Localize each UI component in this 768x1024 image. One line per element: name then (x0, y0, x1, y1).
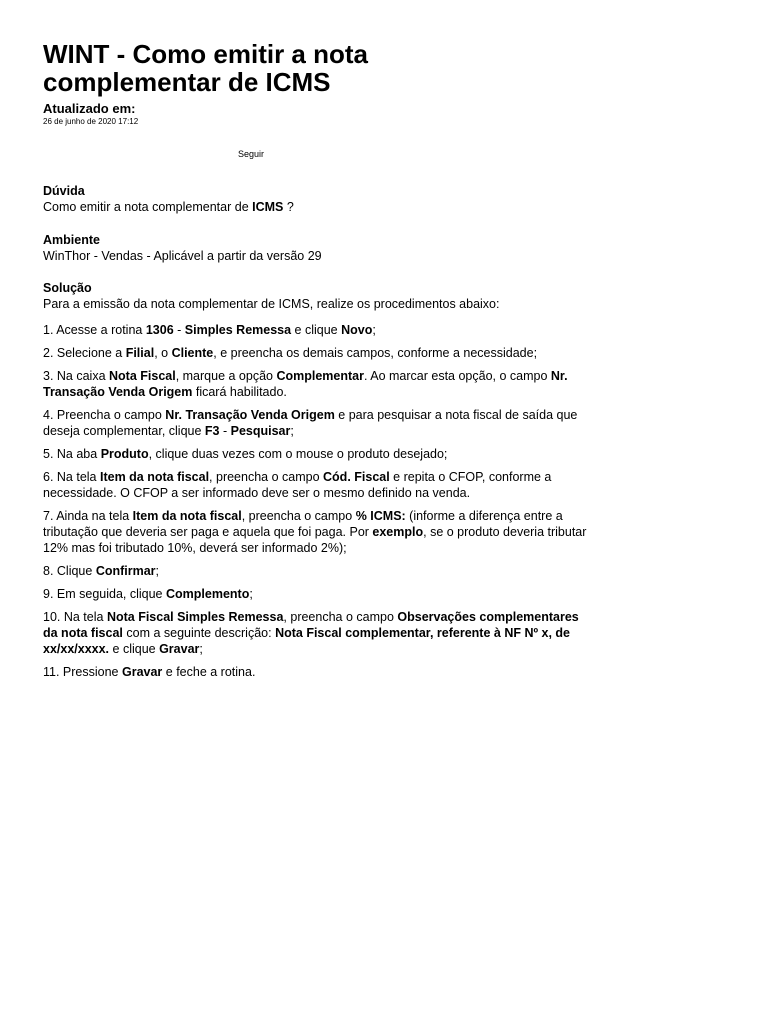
step-text: exemplo (372, 525, 424, 539)
article (43, 39, 593, 679)
step-text: % ICMS: (355, 509, 406, 523)
step-text: ; (290, 424, 294, 438)
step-item (43, 345, 593, 361)
step-text: - (219, 424, 231, 438)
step-text: Complemento (166, 587, 250, 601)
step-text: Cód. Fiscal (323, 470, 390, 484)
follow-button[interactable]: Seguir (238, 149, 265, 159)
step-text: , preencha o campo (283, 610, 398, 624)
step-text: Cliente (171, 346, 214, 360)
step-text: e para pesquisar a nota fiscal de saída que deseja complementar, clique (43, 408, 578, 438)
step-text: 4. Preencha o campo (43, 408, 166, 422)
solucao-intro: Para a emissão da nota complementar de ICMS, realize os procedimentos abaixo: (43, 297, 500, 311)
step-text: Item da nota fiscal (99, 470, 210, 484)
step-item (43, 508, 593, 556)
step-text: , preencha o campo (241, 509, 356, 523)
step-text: , e preencha os demais campos, conforme a necessidade; (213, 346, 538, 360)
step-text: Nr. Transação Venda Origem (43, 369, 568, 399)
step-text: 8. Clique (43, 564, 96, 578)
step-text: 9. Em seguida, clique (43, 587, 166, 601)
step-text: 10. Na tela (43, 610, 107, 624)
step-text: Nota Fiscal Simples Remessa (106, 610, 284, 624)
step-text: F3 (204, 424, 220, 438)
duvida-text-bold: ICMS (252, 200, 284, 214)
step-text: 3. Na caixa (43, 369, 110, 383)
step-text: e feche a rotina. (162, 665, 256, 679)
step-text: 7. Ainda na tela (43, 509, 133, 523)
step-text: Item da nota fiscal (132, 509, 242, 523)
step-text: e clique (109, 642, 160, 656)
section-ambiente (43, 232, 322, 264)
step-text: Simples Remessa (184, 323, 292, 337)
step-text: Pesquisar (230, 424, 291, 438)
step-text: Nota Fiscal complementar, referente à NF Nº x, de xx/xx/xxxx. (43, 626, 571, 656)
step-text: Filial (125, 346, 155, 360)
section-solucao (43, 280, 499, 312)
steps-list (43, 322, 593, 687)
updated-label: Atualizado em: (43, 101, 136, 116)
ambiente-text: WinThor - Vendas - Aplicável a partir da versão 29 (43, 249, 322, 263)
step-text: e clique (291, 323, 342, 337)
step-text: e repita o CFOP, conforme a necessidade. O CFOP a ser informado deve ser o mesmo definido na venda. (43, 470, 552, 500)
step-text: Confirmar (95, 564, 156, 578)
step-item (43, 322, 593, 338)
updated-date: 26 de junho de 2020 17:12 (43, 117, 139, 126)
step-item (43, 446, 593, 462)
step-text: 1. Acesse a rotina (43, 323, 146, 337)
step-item (43, 586, 593, 602)
duvida-text-prefix: Como emitir a nota complementar de (43, 200, 253, 214)
step-text: ficará habilitado. (192, 385, 287, 399)
step-item (43, 407, 593, 439)
step-text: . Ao marcar esta opção, o campo (364, 369, 551, 383)
step-item (43, 563, 593, 579)
step-text: Novo (341, 323, 373, 337)
step-item (43, 609, 593, 657)
section-heading-duvida: Dúvida (43, 184, 85, 198)
duvida-text (43, 199, 294, 215)
step-text: Gravar (121, 665, 163, 679)
step-text: Complementar (276, 369, 364, 383)
step-text: 5. Na aba (43, 447, 101, 461)
step-text: 2. Selecione a (43, 346, 126, 360)
page-title: WINT - Como emitir a nota complementar de ICMS (43, 39, 368, 97)
step-text: com a seguinte descrição: (122, 626, 276, 640)
step-text: , marque a opção (175, 369, 277, 383)
step-text: , se o produto deveria tributar 12% mas foi tributado 10%, deverá ser informado 2%); (43, 525, 587, 555)
step-item (43, 469, 593, 501)
step-text: , clique duas vezes com o mouse o produto desejado; (148, 447, 448, 461)
step-text: - (173, 323, 185, 337)
section-heading-ambiente: Ambiente (43, 233, 100, 247)
step-text: , o (154, 346, 172, 360)
step-text: Produto (100, 447, 149, 461)
step-text: ; (199, 642, 203, 656)
duvida-text-suffix: ? (283, 200, 294, 214)
step-text: 6. Na tela (43, 470, 100, 484)
step-text: 1306 (145, 323, 174, 337)
step-text: , preencha o campo (209, 470, 324, 484)
step-text: ; (155, 564, 160, 578)
step-text: ; (372, 323, 376, 337)
step-text: Observações complementares da nota fiscal (43, 610, 579, 640)
section-heading-solucao: Solução (43, 281, 92, 295)
step-text: ; (249, 587, 253, 601)
step-text: Nr. Transação Venda Origem (165, 408, 335, 422)
step-text: 11. Pressione (43, 665, 122, 679)
step-text: Nota Fiscal (109, 369, 176, 383)
step-text: Gravar (159, 642, 200, 656)
step-item (43, 368, 593, 400)
step-text: (informe a diferença entre a tributação que deveria ser paga e aquela que foi paga. Por (43, 509, 563, 539)
step-item (43, 664, 593, 680)
section-duvida (43, 183, 294, 215)
